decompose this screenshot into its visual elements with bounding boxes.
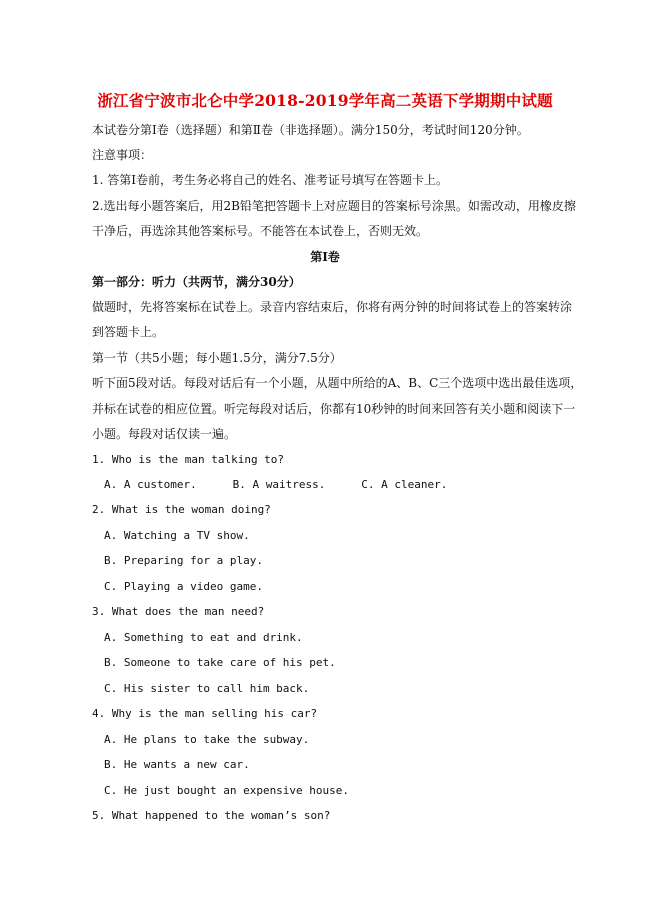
- part1-heading: 第一部分：听力（共两节，满分30分）: [92, 275, 301, 289]
- note-item-2-continued: 干净后，再选涂其他答案标号。不能答在本试卷上，否则无效。: [92, 224, 429, 238]
- question-4-option-c: C. He just bought an expensive house.: [104, 784, 350, 797]
- question-1-stem: 1. Who is the man talking to?: [92, 453, 285, 466]
- section1-instruction-line-1: 听下面5段对话。每段对话后有一个小题，从题中所给的A、B、C三个选项中选出最佳选项，: [92, 376, 583, 390]
- question-4-option-a: A. He plans to take the subway.: [104, 733, 310, 746]
- question-3-option-b: B. Someone to take care of his pet.: [104, 656, 336, 669]
- question-2-option-b: B. Preparing for a play.: [104, 554, 263, 567]
- exam-intro: 本试卷分第Ⅰ卷（选择题）和第Ⅱ卷（非选择题）。满分150分，考试时间120分钟。: [92, 123, 529, 137]
- question-2-option-c: C. Playing a video game.: [104, 580, 263, 593]
- question-1-option-c: C. A cleaner.: [361, 478, 448, 491]
- question-3-stem: 3. What does the man need?: [92, 605, 265, 618]
- section1-heading: 第一节（共5小题；每小题1.5分，满分7.5分）: [92, 351, 342, 365]
- note-item-2: 2.选出每小题答案后，用2B铅笔把答题卡上对应题目的答案标号涂黑。如需改动，用橡皮擦: [92, 199, 576, 213]
- notes-heading: 注意事项：: [92, 148, 153, 162]
- question-4-stem: 4. Why is the man selling his car?: [92, 707, 318, 720]
- question-5-stem: 5. What happened to the woman’s son?: [92, 809, 331, 822]
- question-3-option-c: C. His sister to call him back.: [104, 682, 310, 695]
- question-4-option-b: B. He wants a new car.: [104, 758, 250, 771]
- section1-instruction-line-3: 小题。每段对话仅读一遍。: [92, 427, 237, 441]
- section1-instruction-line-2: 并标在试卷的相应位置。听完每段对话后，你都有10秒钟的时间来回答有关小题和阅读下一: [92, 402, 576, 416]
- question-1-option-a: A. A customer.: [104, 478, 197, 491]
- note-item-1: 1. 答第Ⅰ卷前，考生务必将自己的姓名、准考证号填写在答题卡上。: [92, 173, 449, 187]
- question-1-option-b: B. A waitress.: [232, 478, 326, 491]
- volume-heading: 第Ⅰ卷: [310, 250, 340, 264]
- question-2-stem: 2. What is the woman doing?: [92, 503, 271, 516]
- question-3-option-a: A. Something to eat and drink.: [104, 631, 303, 644]
- question-2-option-a: A. Watching a TV show.: [104, 529, 250, 542]
- part1-instruction-line-2: 到答题卡上。: [92, 325, 165, 339]
- part1-instruction-line-1: 做题时，先将答案标在试卷上。录音内容结束后，你将有两分钟的时间将试卷上的答案转涂: [92, 300, 573, 314]
- exam-title: 浙江省宁波市北仑中学2018-2019学年高二英语下学期期中试题: [97, 91, 553, 110]
- question-1-options: [104, 477, 447, 493]
